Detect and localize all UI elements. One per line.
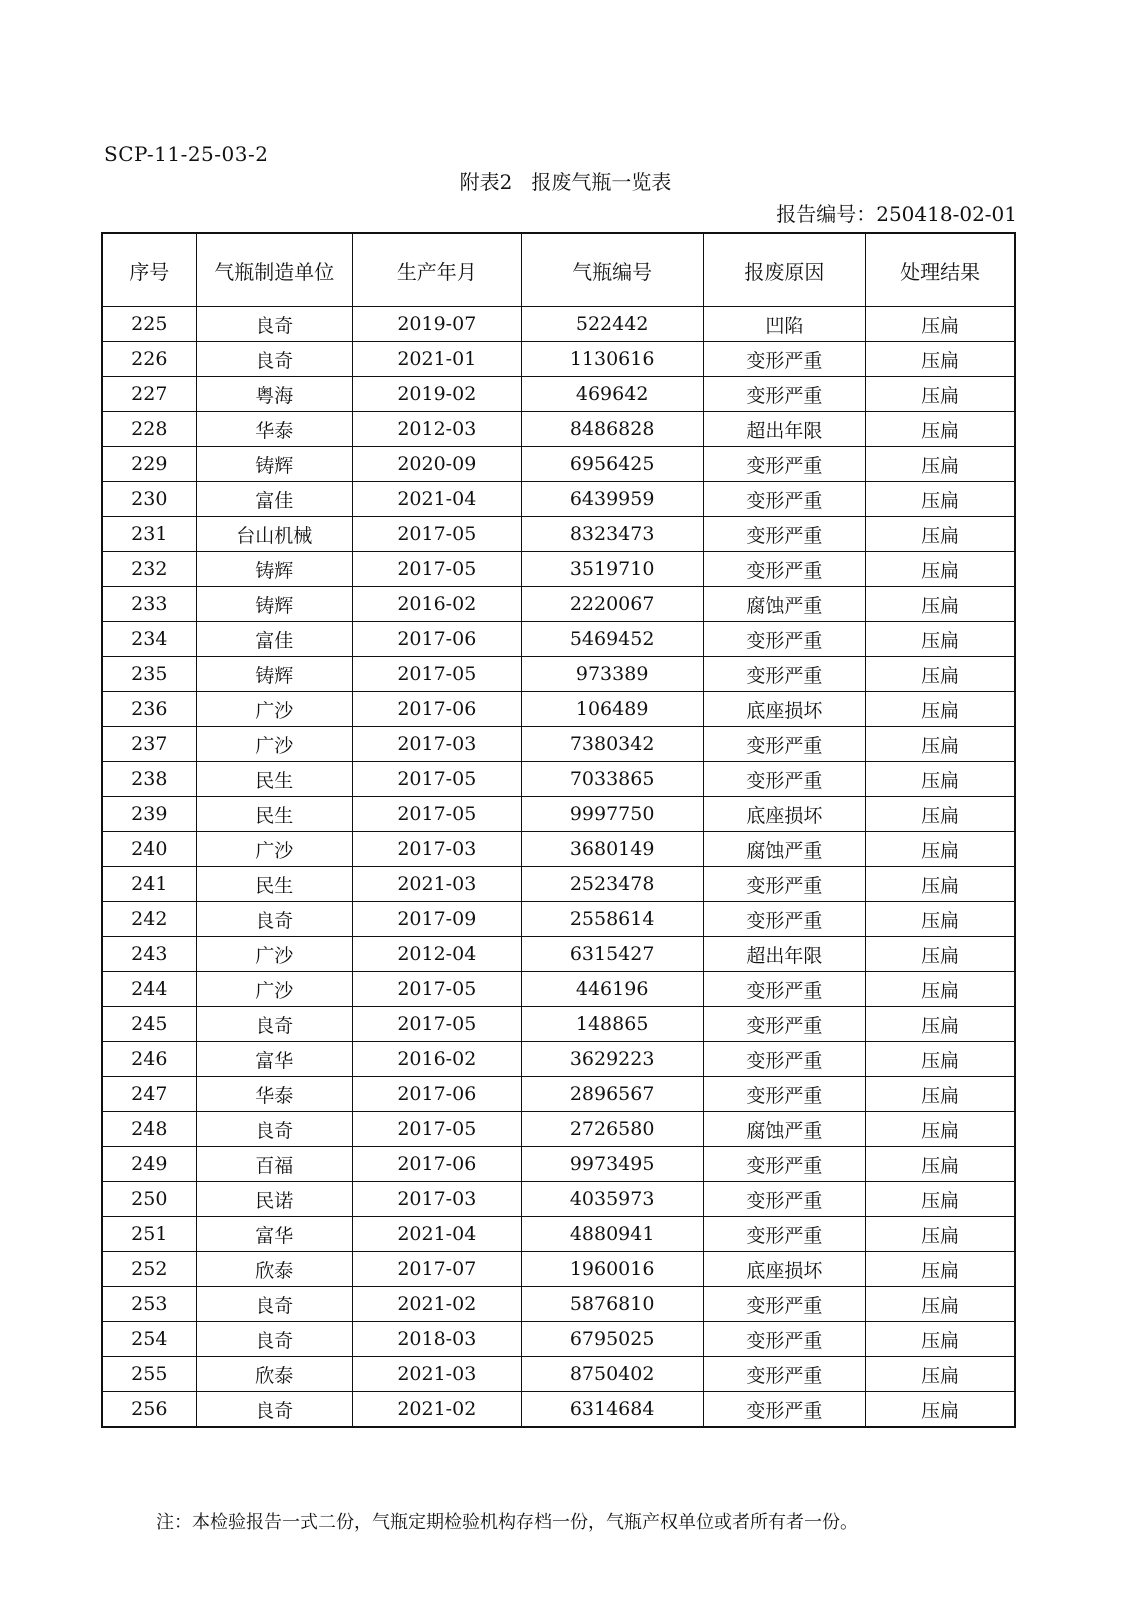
cell-col-scrap-reason: 变形严重: [703, 622, 866, 657]
cell-col-disposal-result: 压扁: [866, 972, 1015, 1007]
table-row: [102, 412, 1015, 447]
cell-col-scrap-reason: 腐蚀严重: [703, 832, 866, 867]
cell-col-scrap-reason: 凹陷: [703, 307, 866, 342]
cell-col-seq: 234: [102, 622, 196, 657]
cell-col-cylinder-number: 3629223: [521, 1042, 703, 1077]
document-code: SCP-11-25-03-2: [104, 142, 269, 166]
cell-col-production-date: 2021-04: [352, 1217, 521, 1252]
cell-col-cylinder-number: 1960016: [521, 1252, 703, 1287]
cell-col-disposal-result: 压扁: [866, 622, 1015, 657]
cell-col-manufacturer: 欣泰: [196, 1357, 352, 1392]
cell-col-production-date: 2017-05: [352, 552, 521, 587]
table-row: [102, 972, 1015, 1007]
table-row: [102, 1112, 1015, 1147]
cell-col-disposal-result: 压扁: [866, 1147, 1015, 1182]
cell-col-cylinder-number: 9973495: [521, 1147, 703, 1182]
header-col-disposal-result: 处理结果: [866, 233, 1015, 307]
cell-col-cylinder-number: 4035973: [521, 1182, 703, 1217]
table-row: [102, 727, 1015, 762]
cell-col-disposal-result: 压扁: [866, 902, 1015, 937]
cell-col-scrap-reason: 变形严重: [703, 1182, 866, 1217]
cell-col-scrap-reason: 变形严重: [703, 902, 866, 937]
cell-col-cylinder-number: 2220067: [521, 587, 703, 622]
cell-col-seq: 238: [102, 762, 196, 797]
cell-col-disposal-result: 压扁: [866, 1042, 1015, 1077]
cell-col-cylinder-number: 5876810: [521, 1287, 703, 1322]
cell-col-scrap-reason: 腐蚀严重: [703, 587, 866, 622]
table-header: [102, 233, 1015, 307]
cell-col-scrap-reason: 底座损坏: [703, 692, 866, 727]
cell-col-scrap-reason: 底座损坏: [703, 797, 866, 832]
cell-col-manufacturer: 百福: [196, 1147, 352, 1182]
cell-col-cylinder-number: 2558614: [521, 902, 703, 937]
cell-col-seq: 226: [102, 342, 196, 377]
cell-col-manufacturer: 铸辉: [196, 587, 352, 622]
cell-col-manufacturer: 欣泰: [196, 1252, 352, 1287]
cell-col-seq: 246: [102, 1042, 196, 1077]
cell-col-production-date: 2020-09: [352, 447, 521, 482]
cell-col-manufacturer: 良奇: [196, 1322, 352, 1357]
cell-col-disposal-result: 压扁: [866, 587, 1015, 622]
table-row: [102, 1392, 1015, 1428]
table-row: [102, 1322, 1015, 1357]
cell-col-scrap-reason: 变形严重: [703, 377, 866, 412]
document-title: 附表2 报废气瓶一览表: [459, 170, 672, 194]
cell-col-seq: 227: [102, 377, 196, 412]
table-row: [102, 1042, 1015, 1077]
cell-col-manufacturer: 华泰: [196, 412, 352, 447]
cell-col-production-date: 2016-02: [352, 1042, 521, 1077]
cell-col-scrap-reason: 腐蚀严重: [703, 1112, 866, 1147]
cell-col-manufacturer: 良奇: [196, 1287, 352, 1322]
cell-col-manufacturer: 民生: [196, 762, 352, 797]
cell-col-seq: 256: [102, 1392, 196, 1428]
header-col-scrap-reason: 报废原因: [703, 233, 866, 307]
cell-col-cylinder-number: 5469452: [521, 622, 703, 657]
cell-col-scrap-reason: 变形严重: [703, 657, 866, 692]
cell-col-seq: 240: [102, 832, 196, 867]
cell-col-disposal-result: 压扁: [866, 657, 1015, 692]
cell-col-disposal-result: 压扁: [866, 1392, 1015, 1428]
table-row: [102, 1007, 1015, 1042]
cell-col-scrap-reason: 变形严重: [703, 517, 866, 552]
cell-col-seq: 253: [102, 1287, 196, 1322]
table-header-row: [102, 233, 1015, 307]
table-row: [102, 1077, 1015, 1112]
cell-col-scrap-reason: 变形严重: [703, 1357, 866, 1392]
cell-col-manufacturer: 良奇: [196, 902, 352, 937]
table-row: [102, 517, 1015, 552]
cell-col-manufacturer: 富佳: [196, 622, 352, 657]
table-row: [102, 377, 1015, 412]
cell-col-cylinder-number: 8486828: [521, 412, 703, 447]
cell-col-production-date: 2017-09: [352, 902, 521, 937]
cell-col-manufacturer: 良奇: [196, 1112, 352, 1147]
cell-col-seq: 233: [102, 587, 196, 622]
cell-col-cylinder-number: 7380342: [521, 727, 703, 762]
cell-col-seq: 225: [102, 307, 196, 342]
cell-col-disposal-result: 压扁: [866, 1182, 1015, 1217]
cell-col-production-date: 2019-02: [352, 377, 521, 412]
cell-col-manufacturer: 铸辉: [196, 447, 352, 482]
cell-col-disposal-result: 压扁: [866, 1252, 1015, 1287]
cell-col-production-date: 2017-03: [352, 832, 521, 867]
cell-col-seq: 230: [102, 482, 196, 517]
cell-col-seq: 235: [102, 657, 196, 692]
cell-col-disposal-result: 压扁: [866, 797, 1015, 832]
cell-col-production-date: 2012-03: [352, 412, 521, 447]
cell-col-scrap-reason: 变形严重: [703, 447, 866, 482]
cell-col-manufacturer: 粤海: [196, 377, 352, 412]
cell-col-manufacturer: 良奇: [196, 307, 352, 342]
cell-col-disposal-result: 压扁: [866, 1077, 1015, 1112]
cell-col-cylinder-number: 3680149: [521, 832, 703, 867]
cell-col-disposal-result: 压扁: [866, 482, 1015, 517]
cell-col-manufacturer: 台山机械: [196, 517, 352, 552]
cell-col-manufacturer: 民生: [196, 797, 352, 832]
cell-col-production-date: 2021-03: [352, 867, 521, 902]
cell-col-production-date: 2021-04: [352, 482, 521, 517]
cell-col-production-date: 2017-05: [352, 1112, 521, 1147]
cell-col-production-date: 2017-03: [352, 1182, 521, 1217]
cell-col-disposal-result: 压扁: [866, 692, 1015, 727]
table-row: [102, 1182, 1015, 1217]
cell-col-seq: 228: [102, 412, 196, 447]
cell-col-seq: 237: [102, 727, 196, 762]
cell-col-cylinder-number: 9997750: [521, 797, 703, 832]
cell-col-manufacturer: 广沙: [196, 937, 352, 972]
table-row: [102, 1287, 1015, 1322]
cell-col-cylinder-number: 973389: [521, 657, 703, 692]
cell-col-scrap-reason: 变形严重: [703, 1217, 866, 1252]
cell-col-cylinder-number: 2896567: [521, 1077, 703, 1112]
cell-col-cylinder-number: 1130616: [521, 342, 703, 377]
cell-col-production-date: 2019-07: [352, 307, 521, 342]
table-body: [102, 307, 1015, 1428]
cell-col-seq: 252: [102, 1252, 196, 1287]
cell-col-cylinder-number: 7033865: [521, 762, 703, 797]
scrapped-cylinder-table: [101, 232, 1016, 1428]
cell-col-seq: 249: [102, 1147, 196, 1182]
cell-col-scrap-reason: 变形严重: [703, 1147, 866, 1182]
report-number: 报告编号：250418-02-01: [776, 202, 1017, 226]
table-row: [102, 587, 1015, 622]
table-row: [102, 342, 1015, 377]
cell-col-cylinder-number: 3519710: [521, 552, 703, 587]
cell-col-production-date: 2021-01: [352, 342, 521, 377]
table-row: [102, 832, 1015, 867]
cell-col-manufacturer: 富佳: [196, 482, 352, 517]
cell-col-scrap-reason: 变形严重: [703, 972, 866, 1007]
cell-col-scrap-reason: 变形严重: [703, 1077, 866, 1112]
cell-col-disposal-result: 压扁: [866, 1007, 1015, 1042]
cell-col-seq: 254: [102, 1322, 196, 1357]
cell-col-scrap-reason: 超出年限: [703, 937, 866, 972]
cell-col-cylinder-number: 8750402: [521, 1357, 703, 1392]
table-row: [102, 1147, 1015, 1182]
cell-col-seq: 244: [102, 972, 196, 1007]
cell-col-manufacturer: 良奇: [196, 342, 352, 377]
cell-col-cylinder-number: 6314684: [521, 1392, 703, 1428]
cell-col-manufacturer: 广沙: [196, 972, 352, 1007]
cell-col-cylinder-number: 6956425: [521, 447, 703, 482]
table-row: [102, 657, 1015, 692]
table-row: [102, 762, 1015, 797]
cell-col-manufacturer: 铸辉: [196, 657, 352, 692]
table-row: [102, 482, 1015, 517]
cell-col-production-date: 2017-07: [352, 1252, 521, 1287]
cell-col-disposal-result: 压扁: [866, 832, 1015, 867]
header-col-seq: 序号: [102, 233, 196, 307]
cell-col-manufacturer: 富华: [196, 1042, 352, 1077]
cell-col-seq: 243: [102, 937, 196, 972]
table-row: [102, 1357, 1015, 1392]
cell-col-production-date: 2017-06: [352, 1147, 521, 1182]
cell-col-seq: 236: [102, 692, 196, 727]
cell-col-manufacturer: 富华: [196, 1217, 352, 1252]
cell-col-disposal-result: 压扁: [866, 447, 1015, 482]
cell-col-cylinder-number: 8323473: [521, 517, 703, 552]
cell-col-seq: 232: [102, 552, 196, 587]
cell-col-seq: 231: [102, 517, 196, 552]
cell-col-production-date: 2021-03: [352, 1357, 521, 1392]
cell-col-scrap-reason: 变形严重: [703, 342, 866, 377]
cell-col-manufacturer: 民生: [196, 867, 352, 902]
cell-col-scrap-reason: 超出年限: [703, 412, 866, 447]
cell-col-cylinder-number: 106489: [521, 692, 703, 727]
cell-col-seq: 247: [102, 1077, 196, 1112]
table-row: [102, 1252, 1015, 1287]
cell-col-scrap-reason: 变形严重: [703, 1042, 866, 1077]
cell-col-production-date: 2018-03: [352, 1322, 521, 1357]
cell-col-disposal-result: 压扁: [866, 1112, 1015, 1147]
table-row: [102, 622, 1015, 657]
cell-col-scrap-reason: 变形严重: [703, 867, 866, 902]
cell-col-manufacturer: 民诺: [196, 1182, 352, 1217]
cell-col-seq: 241: [102, 867, 196, 902]
cell-col-seq: 250: [102, 1182, 196, 1217]
cell-col-scrap-reason: 底座损坏: [703, 1252, 866, 1287]
cell-col-disposal-result: 压扁: [866, 412, 1015, 447]
cell-col-seq: 245: [102, 1007, 196, 1042]
cell-col-cylinder-number: 6439959: [521, 482, 703, 517]
cell-col-scrap-reason: 变形严重: [703, 727, 866, 762]
table-row: [102, 552, 1015, 587]
cell-col-disposal-result: 压扁: [866, 377, 1015, 412]
footnote: 注：本检验报告一式二份，气瓶定期检验机构存档一份，气瓶产权单位或者所有者一份。: [156, 1512, 858, 1533]
header-col-cylinder-number: 气瓶编号: [521, 233, 703, 307]
table-row: [102, 307, 1015, 342]
cell-col-manufacturer: 铸辉: [196, 552, 352, 587]
header-col-manufacturer: 气瓶制造单位: [196, 233, 352, 307]
cell-col-scrap-reason: 变形严重: [703, 1392, 866, 1428]
cell-col-seq: 248: [102, 1112, 196, 1147]
cell-col-production-date: 2017-05: [352, 972, 521, 1007]
table-row: [102, 1217, 1015, 1252]
cell-col-manufacturer: 良奇: [196, 1007, 352, 1042]
cell-col-cylinder-number: 469642: [521, 377, 703, 412]
table-row: [102, 902, 1015, 937]
cell-col-production-date: 2016-02: [352, 587, 521, 622]
cell-col-production-date: 2017-05: [352, 762, 521, 797]
cell-col-manufacturer: 广沙: [196, 832, 352, 867]
cell-col-production-date: 2017-06: [352, 1077, 521, 1112]
cell-col-manufacturer: 良奇: [196, 1392, 352, 1428]
table-row: [102, 937, 1015, 972]
header-col-production-date: 生产年月: [352, 233, 521, 307]
cell-col-cylinder-number: 2726580: [521, 1112, 703, 1147]
cell-col-cylinder-number: 148865: [521, 1007, 703, 1042]
cell-col-seq: 255: [102, 1357, 196, 1392]
cell-col-production-date: 2017-06: [352, 622, 521, 657]
cell-col-production-date: 2017-05: [352, 517, 521, 552]
cell-col-disposal-result: 压扁: [866, 307, 1015, 342]
cell-col-production-date: 2017-03: [352, 727, 521, 762]
table-row: [102, 692, 1015, 727]
cell-col-disposal-result: 压扁: [866, 552, 1015, 587]
cell-col-disposal-result: 压扁: [866, 867, 1015, 902]
cell-col-scrap-reason: 变形严重: [703, 762, 866, 797]
cell-col-production-date: 2017-05: [352, 657, 521, 692]
cell-col-production-date: 2021-02: [352, 1392, 521, 1428]
cell-col-disposal-result: 压扁: [866, 1322, 1015, 1357]
cell-col-scrap-reason: 变形严重: [703, 552, 866, 587]
cell-col-production-date: 2017-06: [352, 692, 521, 727]
cell-col-seq: 229: [102, 447, 196, 482]
cell-col-production-date: 2017-05: [352, 797, 521, 832]
cell-col-disposal-result: 压扁: [866, 517, 1015, 552]
cell-col-scrap-reason: 变形严重: [703, 1322, 866, 1357]
cell-col-disposal-result: 压扁: [866, 342, 1015, 377]
cell-col-manufacturer: 广沙: [196, 692, 352, 727]
table-row: [102, 797, 1015, 832]
cell-col-production-date: 2017-05: [352, 1007, 521, 1042]
table-row: [102, 867, 1015, 902]
cell-col-disposal-result: 压扁: [866, 1217, 1015, 1252]
cell-col-disposal-result: 压扁: [866, 937, 1015, 972]
cell-col-scrap-reason: 变形严重: [703, 1287, 866, 1322]
cell-col-scrap-reason: 变形严重: [703, 1007, 866, 1042]
cell-col-scrap-reason: 变形严重: [703, 482, 866, 517]
cell-col-seq: 242: [102, 902, 196, 937]
cell-col-cylinder-number: 6795025: [521, 1322, 703, 1357]
cell-col-manufacturer: 广沙: [196, 727, 352, 762]
cell-col-manufacturer: 华泰: [196, 1077, 352, 1112]
cell-col-disposal-result: 压扁: [866, 1287, 1015, 1322]
cell-col-production-date: 2021-02: [352, 1287, 521, 1322]
cell-col-disposal-result: 压扁: [866, 762, 1015, 797]
cell-col-production-date: 2012-04: [352, 937, 521, 972]
table-row: [102, 447, 1015, 482]
cell-col-seq: 251: [102, 1217, 196, 1252]
cell-col-cylinder-number: 6315427: [521, 937, 703, 972]
cell-col-disposal-result: 压扁: [866, 1357, 1015, 1392]
cell-col-cylinder-number: 522442: [521, 307, 703, 342]
cell-col-cylinder-number: 446196: [521, 972, 703, 1007]
cell-col-disposal-result: 压扁: [866, 727, 1015, 762]
cell-col-cylinder-number: 2523478: [521, 867, 703, 902]
cell-col-seq: 239: [102, 797, 196, 832]
cell-col-cylinder-number: 4880941: [521, 1217, 703, 1252]
